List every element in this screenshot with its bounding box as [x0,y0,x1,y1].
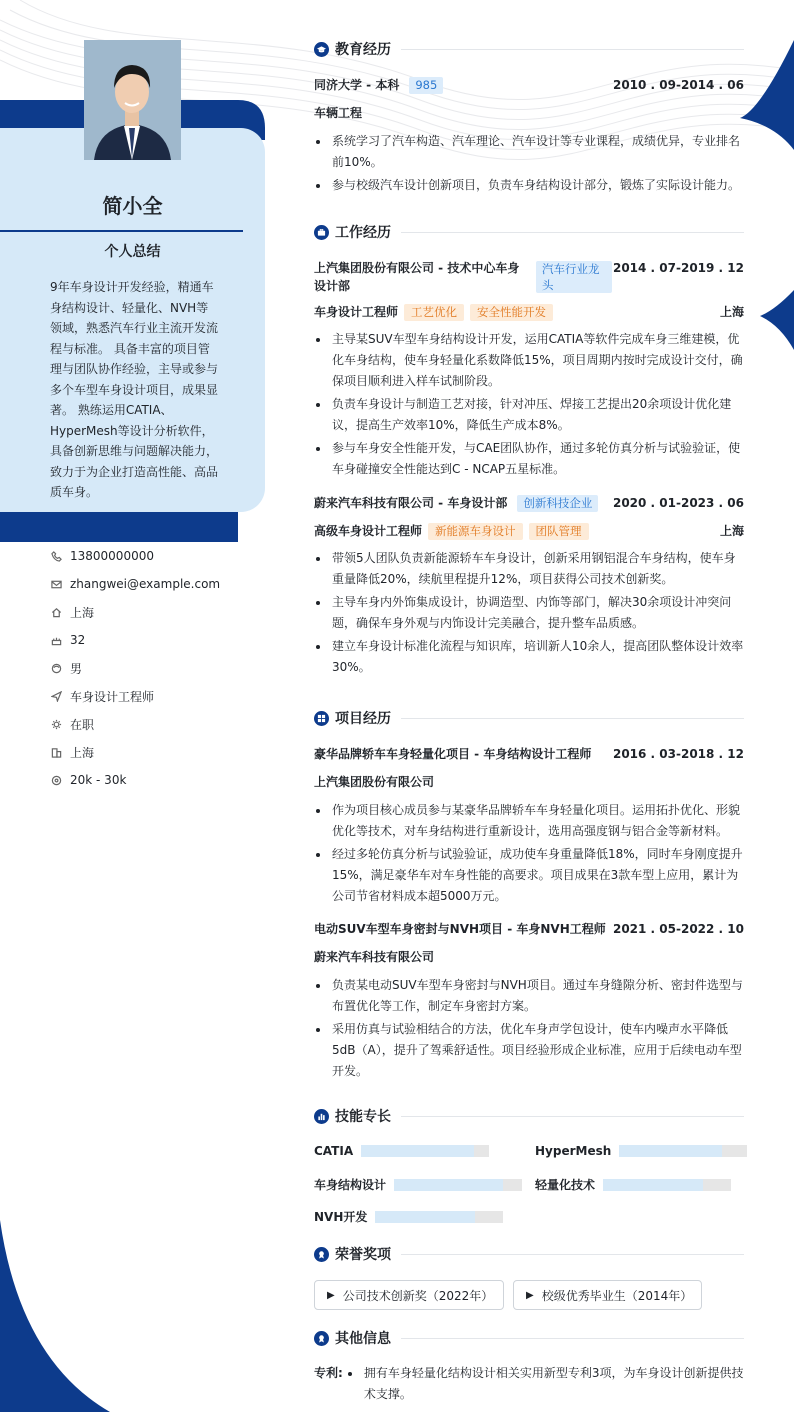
info-icon [314,1331,329,1346]
company-name: 蔚来汽车科技有限公司 - 车身设计部 [314,496,508,510]
graduation-cap-icon [314,42,329,57]
education-section [314,39,744,196]
job-city: 上海 [719,305,744,319]
contact-age: 32 [50,626,260,654]
skill-item [535,1144,747,1158]
role-tag: 工艺优化 [404,304,464,321]
salary-icon [50,774,62,786]
skill-bar-fill [375,1211,475,1223]
candidate-name: 简小全 [102,194,163,218]
briefcase-icon [314,225,329,240]
skill-name: 车身结构设计 [314,1178,387,1192]
age-icon [50,634,62,646]
grid-icon [314,711,329,726]
job-date: 2020 . 01-2023 . 06 [612,496,744,510]
contact-city: 上海 [50,738,260,766]
list-item: 拥有车身轻量化结构设计相关实用新型专利3项，为车身设计创新提供技术支撑。 [346,1363,744,1405]
skill-item [314,1176,522,1193]
skills-section [314,1106,744,1226]
list-item: 带领5人团队负责新能源轿车车身设计，创新采用钢铝混合车身结构，使车身重量降低20%，续航里程提升12%，项目获得公司技术创新奖。 [314,548,744,590]
section-divider [401,1338,744,1339]
skill-bar-fill [394,1179,503,1191]
mail-icon [50,578,62,590]
skill-bar [603,1179,731,1191]
project-company: 上汽集团股份有限公司 [314,775,435,789]
bar-chart-icon [314,1109,329,1124]
skill-name: HyperMesh [535,1144,612,1158]
patent-label: 专利: [314,1366,343,1380]
contact-phone: 13800000000 [50,542,260,570]
section-title: 教育经历 [335,42,391,58]
section-divider [401,1116,744,1117]
section-divider [401,718,744,719]
contact-location: 上海 [50,598,260,626]
role-tag: 团队管理 [529,523,589,540]
summary-title: 个人总结 [104,244,161,260]
contact-salary: 20k - 30k [50,766,260,794]
skill-bar-fill [361,1145,474,1157]
education-date: 2010 . 09-2014 . 06 [612,78,744,92]
patent-list [346,1363,744,1405]
major: 车辆工程 [314,106,363,120]
skill-name: NVH开发 [314,1210,368,1224]
list-item: 作为项目核心成员参与某豪华品牌轿车车身轻量化项目。运用拓扑优化、形貌优化等技术，对车身结构进行重新设计，选用高强度钢与铝合金等新材料。 [314,800,744,842]
list-item: 主导某SUV车型车身结构设计开发，运用CATIA等软件完成车身三维建模，优化车身结构，使车身轻量化系数降低15%，项目周期内按时完成设计交付，确保项目顺利进入样车试制阶段。 [314,329,744,392]
profile-photo [84,40,181,160]
project-date: 2021 . 05-2022 . 10 [612,922,744,936]
skill-bar [361,1145,489,1157]
building-icon [50,746,62,758]
skill-bar [375,1211,503,1223]
list-item: 参与车身安全性能开发，与CAE团队协作，通过多轮仿真分析与试验验证，使车身碰撞安全性能达到C - NCAP五星标准。 [314,438,744,480]
status-icon [50,718,62,730]
job-bullets [314,548,744,678]
list-item: 负责车身设计与制造工艺对接，针对冲压、焊接工艺提出20余项设计优化建议，提高生产效率10%，降低生产成本8%。 [314,394,744,436]
job-city: 上海 [719,524,744,538]
project-company: 蔚来汽车科技有限公司 [314,950,435,964]
section-divider [401,1254,744,1255]
skill-name: CATIA [314,1144,354,1158]
contact-list [50,542,260,794]
left-column [0,0,270,1412]
contact-status: 在职 [50,710,260,738]
award-item: ▶ 校级优秀毕业生（2014年） [513,1280,702,1310]
company-tag: 汽车行业龙头 [536,261,612,293]
job-role: 车身设计工程师 [314,305,399,319]
home-icon [50,606,62,618]
list-item: 建立车身设计标准化流程与知识库，培训新人10余人，提高团队整体设计效率30%。 [314,636,744,678]
skill-bar [619,1145,747,1157]
role-tag: 安全性能开发 [470,304,553,321]
section-title: 工作经历 [335,225,391,241]
skill-item [314,1144,489,1158]
role-tag: 新能源车身设计 [428,523,523,540]
skill-bar [394,1179,522,1191]
list-item: 系统学习了汽车构造、汽车理论、汽车设计等专业课程，成绩优异，专业排名前10%。 [314,131,744,173]
other-section [314,1328,744,1401]
triangle-right-icon: ▶ [327,1289,335,1301]
gender-icon [50,662,62,674]
triangle-right-icon: ▶ [526,1289,534,1301]
project-date: 2016 . 03-2018 . 12 [612,747,744,761]
contact-position: 车身设计工程师 [50,682,260,710]
list-item: 参与校级汽车设计创新项目，负责车身结构设计部分，锻炼了实际设计能力。 [314,175,744,196]
skill-item [535,1176,731,1193]
phone-icon [50,550,62,562]
list-item: 负责某电动SUV车型车身密封与NVH项目。通过车身缝隙分析、密封件选型与布置优化等工作，制定车身密封方案。 [314,975,744,1017]
award-icon [314,1247,329,1262]
send-icon [50,690,62,702]
work-section [314,222,744,678]
section-title: 项目经历 [335,711,391,727]
skill-item [314,1208,503,1225]
section-title: 其他信息 [335,1331,391,1347]
job-bullets [314,329,744,480]
project-name: 豪华品牌轿车车身轻量化项目 - 车身结构设计工程师 [314,747,592,761]
summary-text: 9年车身设计开发经验，精通车身结构设计、轻量化、NVH等领域，熟悉汽车行业主流开发流程与标准。 具备丰富的项目管理与团队协作经验，主导或参与多个车型车身设计项目，成果显著。 熟练运用CATIA、HyperMesh等设计分析软件，具备创新思维与问题解决能力，致力于为企业打造高性能、高品质车身。 [50,280,219,499]
project-bullets [314,975,744,1082]
skill-name: 轻量化技术 [535,1178,596,1192]
job-header [314,494,744,512]
job-header [314,259,744,297]
job-date: 2014 . 07-2019 . 12 [612,261,744,275]
project-bullets [314,800,744,907]
section-divider [401,232,744,233]
education-bullets [314,131,744,196]
list-item: 经过多轮仿真分析与试验验证，成功使车身重量降低18%，同时车身刚度提升15%，满足豪华车对车身性能的高要求。项目成果在3款车型上应用，累计为公司节省材料成本超5000万元。 [314,844,744,907]
company-tag: 创新科技企业 [517,495,598,512]
skill-bar-fill [619,1145,721,1157]
skill-bar-fill [603,1179,703,1191]
section-title: 技能专长 [335,1109,391,1125]
award-item: ▶ 公司技术创新奖（2022年） [314,1280,504,1310]
name-divider [0,230,243,232]
job-role: 高级车身设计工程师 [314,524,423,538]
school-name: 同济大学 - 本科 [314,78,400,92]
contact-gender: 男 [50,654,260,682]
section-title: 荣誉奖项 [335,1247,391,1263]
school-tag: 985 [409,77,443,94]
projects-section [314,708,744,1082]
section-divider [401,49,744,50]
contact-email: zhangwei@example.com [50,570,260,598]
project-name: 电动SUV车型车身密封与NVH项目 - 车身NVH工程师 [314,922,606,936]
list-item: 主导车身内外饰集成设计，协调造型、内饰等部门，解决30余项设计冲突问题，确保车身外观与内饰设计完美融合，提升整车品质感。 [314,592,744,634]
company-name: 上汽集团股份有限公司 - 技术中心车身设计部 [314,261,520,293]
awards-section [314,1244,744,1314]
list-item: 采用仿真与试验相结合的方法，优化车身声学包设计，使车内噪声水平降低5dB（A），提升了驾乘舒适性。项目经验形成企业标准，应用于后续电动车型开发。 [314,1019,744,1082]
